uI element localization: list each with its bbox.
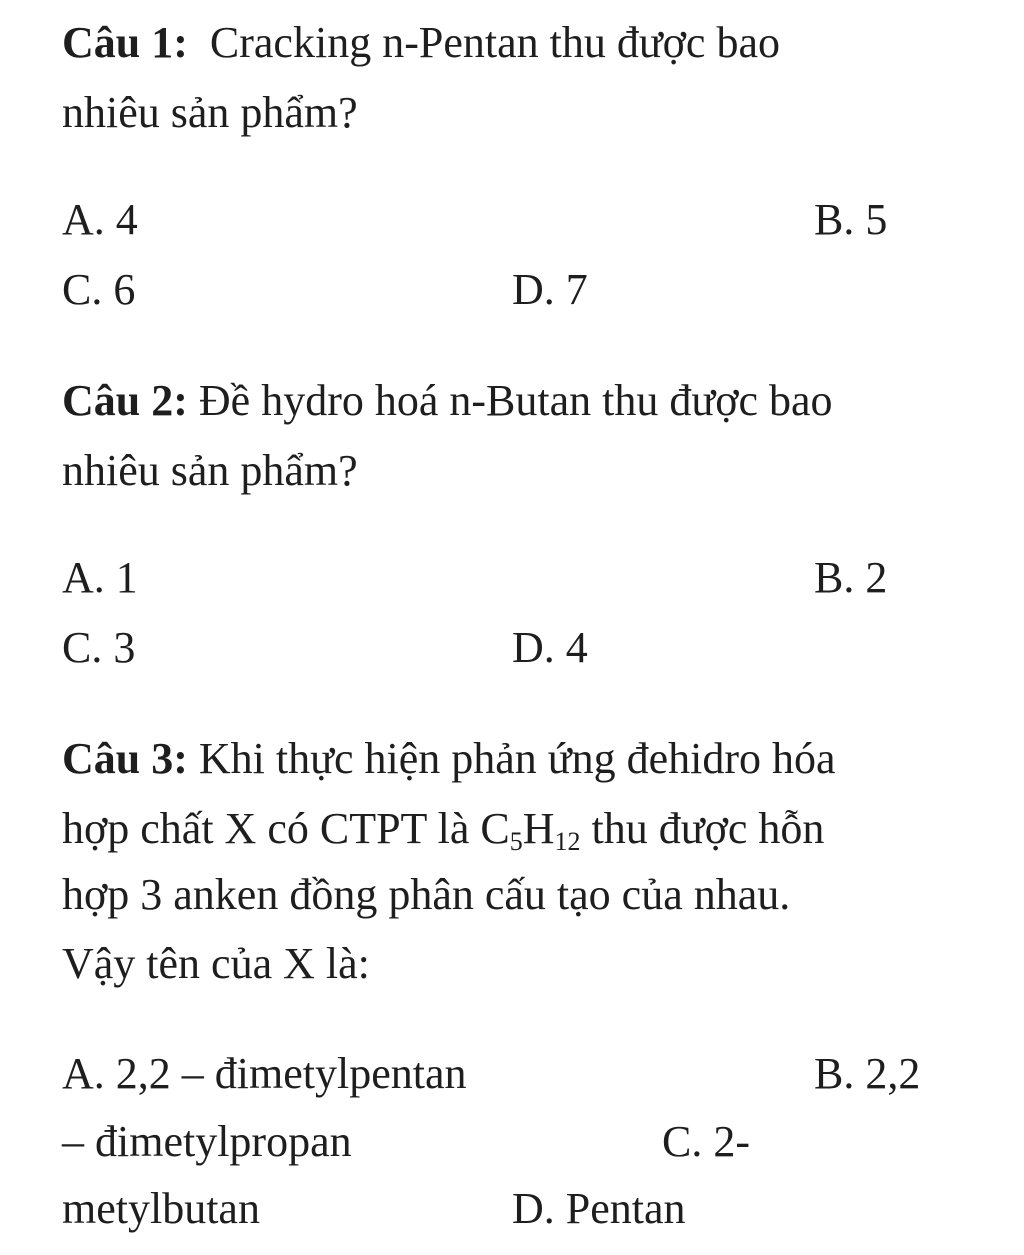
q3-text: Khi thực hiện phản ứng đehidro hóa xyxy=(198,734,836,783)
formula-h: H xyxy=(522,804,555,853)
q1-option-d[interactable]: D. 7 xyxy=(512,265,588,314)
q3-option-c-part1[interactable]: C. 2- xyxy=(662,1117,750,1166)
q2-line1 xyxy=(62,376,833,425)
q3-line1 xyxy=(62,734,836,783)
q2-option-b[interactable]: B. 2 xyxy=(814,553,888,602)
q1-option-b[interactable]: B. 5 xyxy=(814,195,888,244)
q3-text-line3: hợp 3 anken đồng phân cấu tạo của nhau. xyxy=(62,870,791,919)
q3-line2 xyxy=(62,804,825,856)
q3-option-b-part1[interactable]: B. 2,2 xyxy=(814,1049,921,1098)
q3-label: Câu 3: xyxy=(62,734,188,783)
q2-option-a[interactable]: A. 1 xyxy=(62,553,138,602)
q1-text-line2: nhiêu sản phẩm? xyxy=(62,88,358,137)
q3-line2-prefix: hợp chất X có CTPT là C xyxy=(62,804,510,853)
q1-line1 xyxy=(62,18,780,67)
q3-option-d[interactable]: D. Pentan xyxy=(512,1184,686,1233)
formula-subscript-5: 5 xyxy=(509,827,523,856)
q3-option-c-part2[interactable]: metylbutan xyxy=(62,1184,260,1233)
q3-line2-suffix: thu được hỗn xyxy=(591,804,825,853)
formula-subscript-12: 12 xyxy=(554,827,581,856)
q3-option-b-part2[interactable]: – đimetylpropan xyxy=(62,1117,352,1166)
q1-label: Câu 1: xyxy=(62,18,188,67)
q2-text: Đề hydro hoá n-Butan thu được bao xyxy=(198,376,833,425)
q1-text: Cracking n-Pentan thu được bao xyxy=(209,18,780,67)
q2-option-d[interactable]: D. 4 xyxy=(512,623,588,672)
q3-option-a[interactable]: A. 2,2 – đimetylpentan xyxy=(62,1049,467,1098)
q2-text-line2: nhiêu sản phẩm? xyxy=(62,446,358,495)
q3-text-line4: Vậy tên của X là: xyxy=(62,939,370,988)
q1-option-c[interactable]: C. 6 xyxy=(62,265,136,314)
q2-option-c[interactable]: C. 3 xyxy=(62,623,136,672)
q2-label: Câu 2: xyxy=(62,376,188,425)
q1-option-a[interactable]: A. 4 xyxy=(62,195,138,244)
